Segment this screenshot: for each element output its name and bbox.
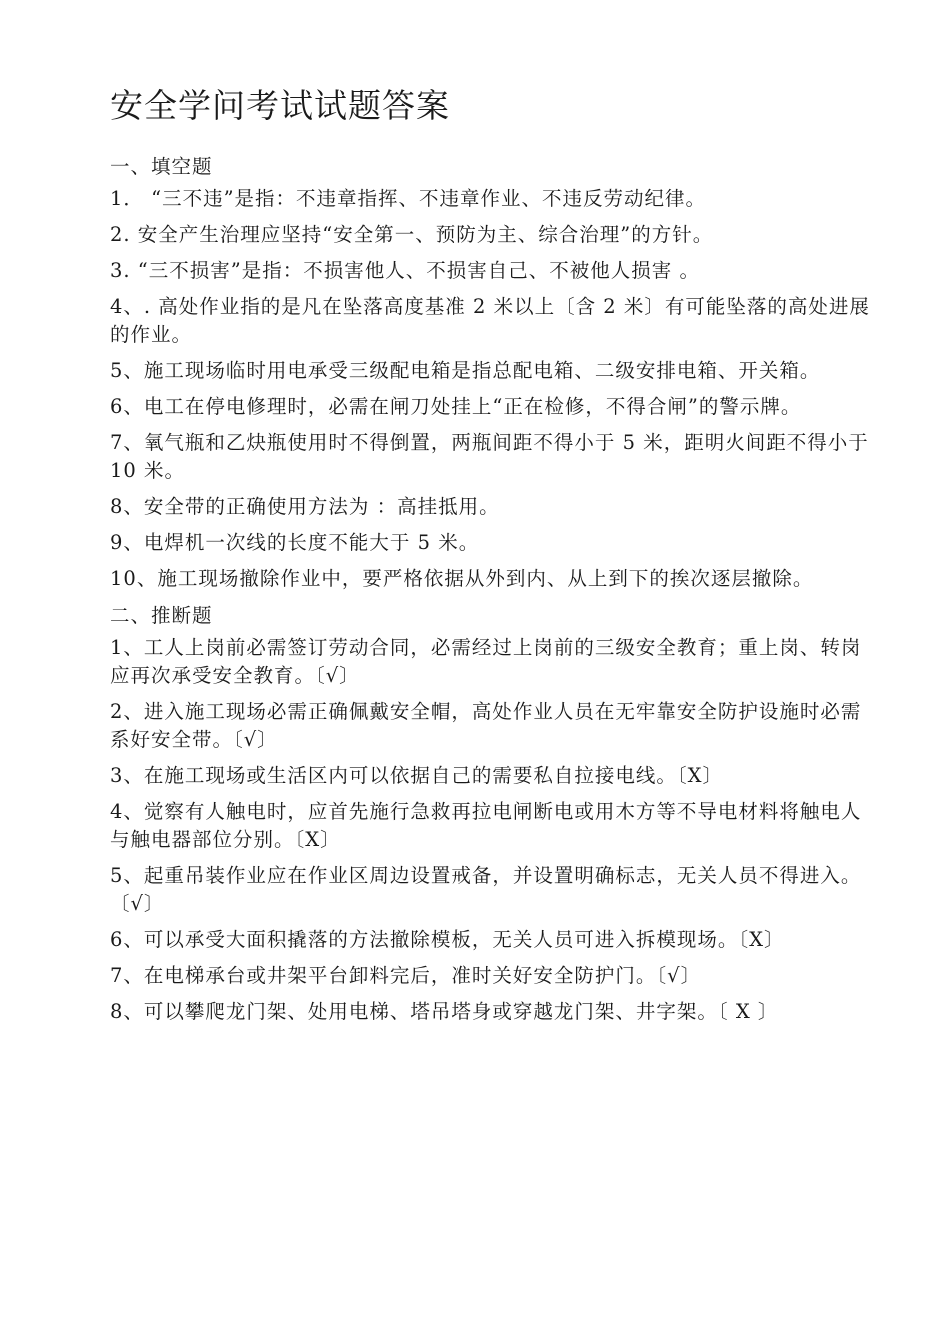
- section-judgement: [110, 601, 870, 1026]
- question-item: 5、施工现场临时用电承受三级配电箱是指总配电箱、二级安排电箱、开关箱。: [110, 359, 821, 382]
- question-item: 9、电焊机一次线的长度不能大于 5 米。: [110, 531, 480, 554]
- question-item: 1． “三不违”是指：不违章指挥、不违章作业、不违反劳动纪律。: [110, 187, 707, 210]
- question-item: 7、在电梯承台或井架平台卸料完后，准时关好安全防护门。〔√〕: [110, 964, 702, 987]
- question-item: 8、可以攀爬龙门架、处用电梯、塔吊塔身或穿越龙门架、井字架。〔 X 〕: [110, 1000, 779, 1023]
- question-item: 6、电工在停电修理时，必需在闸刀处挂上“正在检修，不得合闸”的警示牌。: [110, 395, 802, 418]
- question-item: 10、施工现场撤除作业中，要严格依据从外到内、从上到下的挨次逐层撤除。: [110, 567, 814, 590]
- question-item: 2、进入施工现场必需正确佩戴安全帽，高处作业人员在无牢靠安全防护设施时必需系好安全带。〔√〕: [110, 700, 862, 751]
- document-title: 安全学问考试试题答案: [110, 86, 450, 125]
- section-heading: 二、推断题: [110, 604, 213, 627]
- question-item: 2. 安全产生治理应坚持“安全第一、预防为主、综合治理”的方针。: [110, 223, 714, 246]
- section-fill-in: [110, 152, 870, 593]
- question-item: 4、觉察有人触电时，应首先施行急救再拉电闸断电或用木方等不导电材料将触电人与触电器部位分别。〔X〕: [110, 800, 862, 851]
- question-item: 3. “三不损害”是指：不损害他人、不损害自己、不被他人损害 。: [110, 259, 700, 282]
- question-item: 3、在施工现场或生活区内可以依据自己的需要私自拉接电线。〔X〕: [110, 764, 724, 787]
- question-item: 1、工人上岗前必需签订劳动合同，必需经过上岗前的三级安全教育；重上岗、转岗应再次承受安全教育。〔√〕: [110, 636, 862, 687]
- document-page: [110, 82, 870, 1034]
- question-item: 8、安全带的正确使用方法为 ：高挂抵用。: [110, 495, 500, 518]
- question-item: 5、起重吊装作业应在作业区周边设置戒备，并设置明确标志，无关人员不得进入。〔√〕: [110, 864, 862, 915]
- section-heading: 一、填空题: [110, 155, 213, 178]
- question-item: 7、氧气瓶和乙炔瓶使用时不得倒置，两瓶间距不得小于 5 米，距明火间距不得小于 10 米。: [110, 431, 869, 482]
- question-item: 4、. 高处作业指的是凡在坠落高度基准 2 米以上〔含 2 米〕有可能坠落的高处进展的作业。: [110, 295, 870, 346]
- question-item: 6、可以承受大面积撬落的方法撤除模板，无关人员可进入拆模现场。〔X〕: [110, 928, 785, 951]
